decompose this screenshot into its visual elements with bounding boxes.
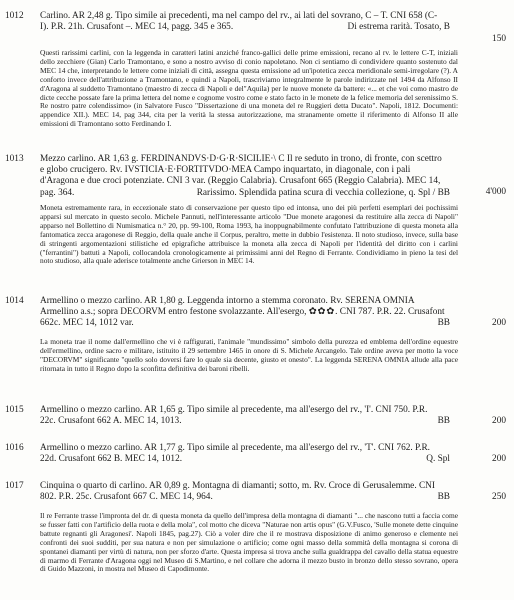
lot-description xyxy=(40,154,450,199)
estimate-price: 200 xyxy=(492,416,506,426)
description-line: d'Aragona e due croci potenziate. CNI 3 var. (Reggio Calabria). Crusafont 665 (Reggio Calabria). MEC 14, xyxy=(40,176,441,187)
lot-note: Il re Ferrante trasse l'impronta del dr. di questa moneta da quello dell'impresa della montagna di diamanti "... che nascono tutti a faccia come se fusser fatti con l'artificio della ruota e della mola", col motto che diceva "Naturae non artis opus" (G.V.Fusco, 'Sulle monete dette cinquine battute regnanti gli Aragonesi'. Napoli 1845, pag.27). Ciò a voler dire che il re mostrava disposizione di animo generoso e clemente nei confronti dei suoi sudditi, per sua natura e non per simulazione o artificio; come ogni masso della sommità della montagna si corona di spontanei diamanti per virtù di natura, non per sforzo d'arte. Questa impresa si trova anche sulla gualdrappa del cavallo della statua equestre di marmo di Ferrante d'Aragona oggi nel Museo di S.Martino, e nel collare che adorna il mezzo busto in bronzo dello stesso sovrano, opera di Guido Mazzoni, in mostra nel Museo di Capodimonte. xyxy=(40,511,458,574)
lot-number: 1012 xyxy=(5,11,24,21)
description-line: Armellino o mezzo carlino. AR 1,77 g. Tipo simile al precedente, ma all'esergo del rv., 'T'. CNI 762. P.R. xyxy=(40,443,431,453)
grade-note: Q. Spl xyxy=(426,454,450,465)
grade-note: BB xyxy=(437,318,450,329)
description-line: 22c. Crusafont 662 A. MEC 14, 1013. xyxy=(40,416,182,427)
description-line: 662c. MEC 14, 1012 var. xyxy=(40,318,134,329)
grade-note: Di estrema rarità. Tosato, B xyxy=(347,22,450,33)
lot-description xyxy=(40,405,450,427)
description-line: e globo crucigero. Rv. IVSTICIA·E·FORTITVDO·MEA Campo inquartato, in diagonale, con i pali xyxy=(40,165,411,176)
estimate-price: 250 xyxy=(492,492,506,502)
description-line: Armellino o mezzo carlino. AR 1,65 g. Tipo simile al precedente, ma all'esergo del rv., 'I'. CNI 750. P.R. xyxy=(40,405,428,415)
grade-note: BB xyxy=(437,416,450,427)
description-line: Armellino o mezzo carlino. AR 1,80 g. Leggenda intorno a stemma coronato. Rv. SERENA OMNIA xyxy=(40,296,415,306)
estimate-price: 150 xyxy=(492,34,506,44)
lot-description xyxy=(40,443,450,465)
lot-note: La moneta trae il nome dall'ermellino che vi è raffigurati, l'animale "mundissimo" simbolo della purezza ed emblema dell'ordine equestre dell'ermellino, ordine sacro e militare, istituito il 29 settembre 1465 in onore di S. Michele Arcangelo. Tale ordine aveva per motto la voce "DECORVM" significante "quello solo doversi fare lo quale sia decente, giusto et onesto". La leggenda SERENA OMNIA allude alla pace ritornata in tutto il Regno dopo la sconfitta definitiva dei baroni ribelli. xyxy=(40,337,458,373)
description-line: . CNI 787. P.R. 22. Crusafont xyxy=(335,307,445,318)
grade-note: Rarissimo. Splendida patina scura di vecchia collezione, q. Spl / BB xyxy=(196,187,450,198)
lot-description xyxy=(40,11,450,33)
lot-description xyxy=(40,481,450,503)
lot-number: 1014 xyxy=(5,296,24,306)
lot-number: 1016 xyxy=(5,443,24,453)
lot-note: Questi rarissimi carlini, con la leggenda in caratteri latini anziché franco-gallici delle prime emissioni, recano al rv. le lettere C-T, iniziali dello zecchiere (Gian) Carlo Tramontano, e sono a nostro avviso di conio napoletano. Non ci sentiamo di condividere quanto sostenuto dal MEC 14 che, interpretando le lettere come iniziali di città, assegna questa emissione ad un'ipotetica zecca meridionale semi-irregolare (?). A conforto invece dell'attribuzione a Tramontano, e quindi a Napoli, trascriviamo integralmente le parole indirizzate nel 1494 da Alfonso II d'Aragona al suddetto Tramontano (maestro di zecca di Napoli e del"Aquila) per le nuove monete da battere: «... et che voi como mastro de dicte cecche possate fare la prima lettera del nome e cognome vostro come e stato facto in le monete de la felice memoria del serenissimo S. Re nostro patre colendissimo» (in Salvatore Fusco "Dissertazione di una moneta del re Ruggieri detta Ducato". Napoli, 1812. Documenti: appendice XII.). MEC 14, pag 344, cita per la verità la stessa autorizzazione, ma stranamente omette il riferimento di Alfonso II alle emissioni di Tramontano sotto Ferdinando I. xyxy=(40,48,458,129)
description-line: Carlino. AR 2,48 g. Tipo simile ai precedenti, ma nel campo del rv., ai lati del sovrano, C – T. CNI 658 (C- xyxy=(40,11,438,21)
description-line: Mezzo carlino. AR 1,63 g. FERDINANDVS·D·G·R·SICILIE·\ C Il re seduto in trono, di fronte, con scettro xyxy=(40,154,442,164)
description-line: Armellino a.s.; sopra DECORVM entro festone svolazzante. All'esergo, xyxy=(40,307,309,318)
lot-description xyxy=(40,296,450,330)
estimate-price: 4'000 xyxy=(485,187,506,197)
description-line: Cinquina o quarto di carlino. AR 0,89 g. Montagna di diamanti; sotto, m. Rv. Croce di Gerusalemme. CNI xyxy=(40,481,435,491)
description-line: pag. 364. xyxy=(40,187,75,198)
lot-number: 1017 xyxy=(5,481,24,491)
grade-note: BB xyxy=(437,492,450,503)
description-line: 802. P.R. 25c. Crusafont 667 C. MEC 14, 964. xyxy=(40,492,213,503)
lot-number: 1015 xyxy=(5,405,24,415)
lot-number: 1013 xyxy=(5,154,24,164)
description-line: 22d. Crusafont 662 B. MEC 14, 1012. xyxy=(40,454,183,465)
estimate-price: 200 xyxy=(492,454,506,464)
rosette-icon: ✿✿✿ xyxy=(308,307,336,318)
description-line: I). P.R. 21h. Crusafont –. MEC 14, pagg. 345 e 365. xyxy=(40,22,234,33)
lot-note: Moneta estremamente rara, in eccezionale stato di conservazione per questo tipo ed intonsa, uno dei più perfetti esemplari dei pochissimi apparsi sul mercato in questo secolo. Michele Pannuti, nell'interessante articolo "Due monete aragonesi da restituire alla zecca di Napoli" apparso nel Bollettino di Numismatica n.° 20, pp. 99-100, Roma 1993, ha inoppugnabilmente confutato l'attribuzione di questa moneta alla fantomatica zecca aragonese di Reggio, della quale anche il Corpus, peraltro, mette in dubbio l'esistenza. Il noto studioso, invece, sulla base di stringenti argomentazioni stilistiche ed epigrafiche attribuisce la moneta alla zecca di Napoli per l'identità del diritto con i carlini ("ferrantini") battuti a Napoli, collocandola cronologicamente ai primissimi anni del Regno di Ferrante. Condividiamo in pieno la tesi del noto studioso, alla quale aderisce totalmente anche Grierson in MEC 14. xyxy=(40,203,458,266)
estimate-price: 200 xyxy=(492,318,506,328)
